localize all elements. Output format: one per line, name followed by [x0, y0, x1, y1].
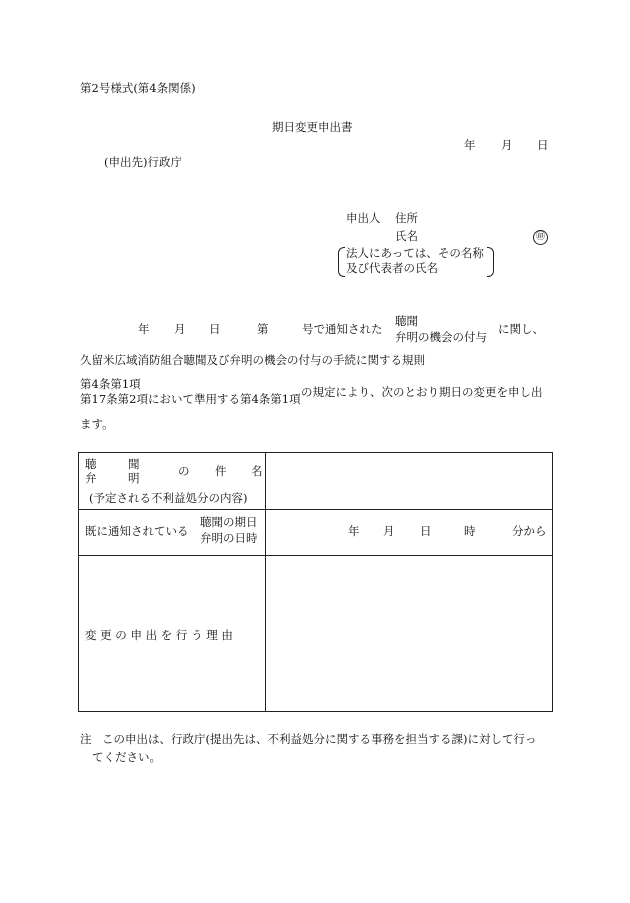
form-table — [78, 452, 553, 712]
notified-month: 月 — [383, 524, 395, 538]
recipient: (申出先)行政庁 — [104, 155, 182, 169]
row-change-reason — [79, 556, 553, 712]
label-char-cho: 聴 — [85, 457, 97, 471]
change-reason-field[interactable] — [266, 556, 553, 712]
label-mei: 名 — [251, 464, 263, 478]
applicant-label: 申出人 — [346, 211, 381, 225]
row-case-name — [79, 453, 553, 510]
corp-note-line1: 法人にあっては、その名称 — [346, 246, 484, 260]
address-label: 住所 — [395, 211, 418, 225]
case-name-field[interactable] — [266, 453, 553, 510]
body-masu: ます。 — [80, 417, 114, 431]
change-reason-label: 変 更 の 申 出 を 行 う 理 由 — [85, 628, 233, 642]
article-a: 第4条第1項 — [80, 377, 141, 391]
label-char-mon: 聞 — [128, 457, 140, 471]
notified-date-field[interactable] — [266, 510, 553, 556]
hearing-date-option: 聴聞の期日 — [200, 515, 258, 529]
label-char-mei: 明 — [128, 471, 140, 485]
body-day: 日 — [209, 322, 221, 336]
date-month: 月 — [501, 138, 513, 152]
choice-hearing: 聴聞 — [395, 314, 418, 328]
choice-explanation: 弁明の機会の付与 — [395, 330, 487, 344]
note-line2: てください。 — [92, 750, 161, 764]
change-reason-label-cell — [79, 556, 266, 712]
name-label: 氏名 — [395, 229, 418, 243]
date-year: 年 — [464, 138, 476, 152]
label-no: の — [178, 464, 190, 478]
body-go: 号で通知された — [302, 322, 383, 336]
notified-from: 分から — [512, 524, 547, 538]
notified-date-label-cell — [79, 510, 266, 556]
article-b: 第17条第2項において準用する第4条第1項 — [80, 392, 301, 406]
body-ni-kanshi: に関し、 — [498, 322, 544, 336]
seal-icon: ㊞ — [533, 230, 548, 245]
date-day: 日 — [537, 138, 549, 152]
form-number: 第2号様式(第4条関係) — [80, 81, 196, 95]
right-bracket — [487, 247, 494, 277]
row-notified-date — [79, 510, 553, 556]
corp-note-line2: 及び代表者の氏名 — [346, 261, 438, 275]
notified-year: 年 — [348, 524, 360, 538]
label-char-ben: 弁 — [85, 471, 97, 485]
body-year: 年 — [138, 322, 150, 336]
note-mark: 注 — [80, 732, 92, 746]
notified-day: 日 — [420, 524, 432, 538]
body-dai: 第 — [257, 322, 269, 336]
note-line1: この申出は、行政庁(提出先は、不利益処分に関する事務を担当する課)に対して行っ — [102, 732, 537, 746]
label-planned-disposition: (予定される不利益処分の内容) — [89, 491, 248, 505]
case-name-label-cell — [79, 453, 266, 510]
body-month: 月 — [174, 322, 186, 336]
body-tail: の規定により、次のとおり期日の変更を申し出 — [301, 385, 543, 399]
explanation-date-option: 弁明の日時 — [200, 531, 258, 545]
label-ken: 件 — [215, 464, 227, 478]
notified-hour: 時 — [464, 524, 476, 538]
document-title: 期日変更申出書 — [272, 120, 353, 134]
notified-label: 既に通知されている — [85, 524, 189, 538]
left-bracket — [338, 247, 345, 277]
regulation-name: 久留米広域消防組合聴聞及び弁明の機会の付与の手続に関する規則 — [80, 353, 425, 367]
